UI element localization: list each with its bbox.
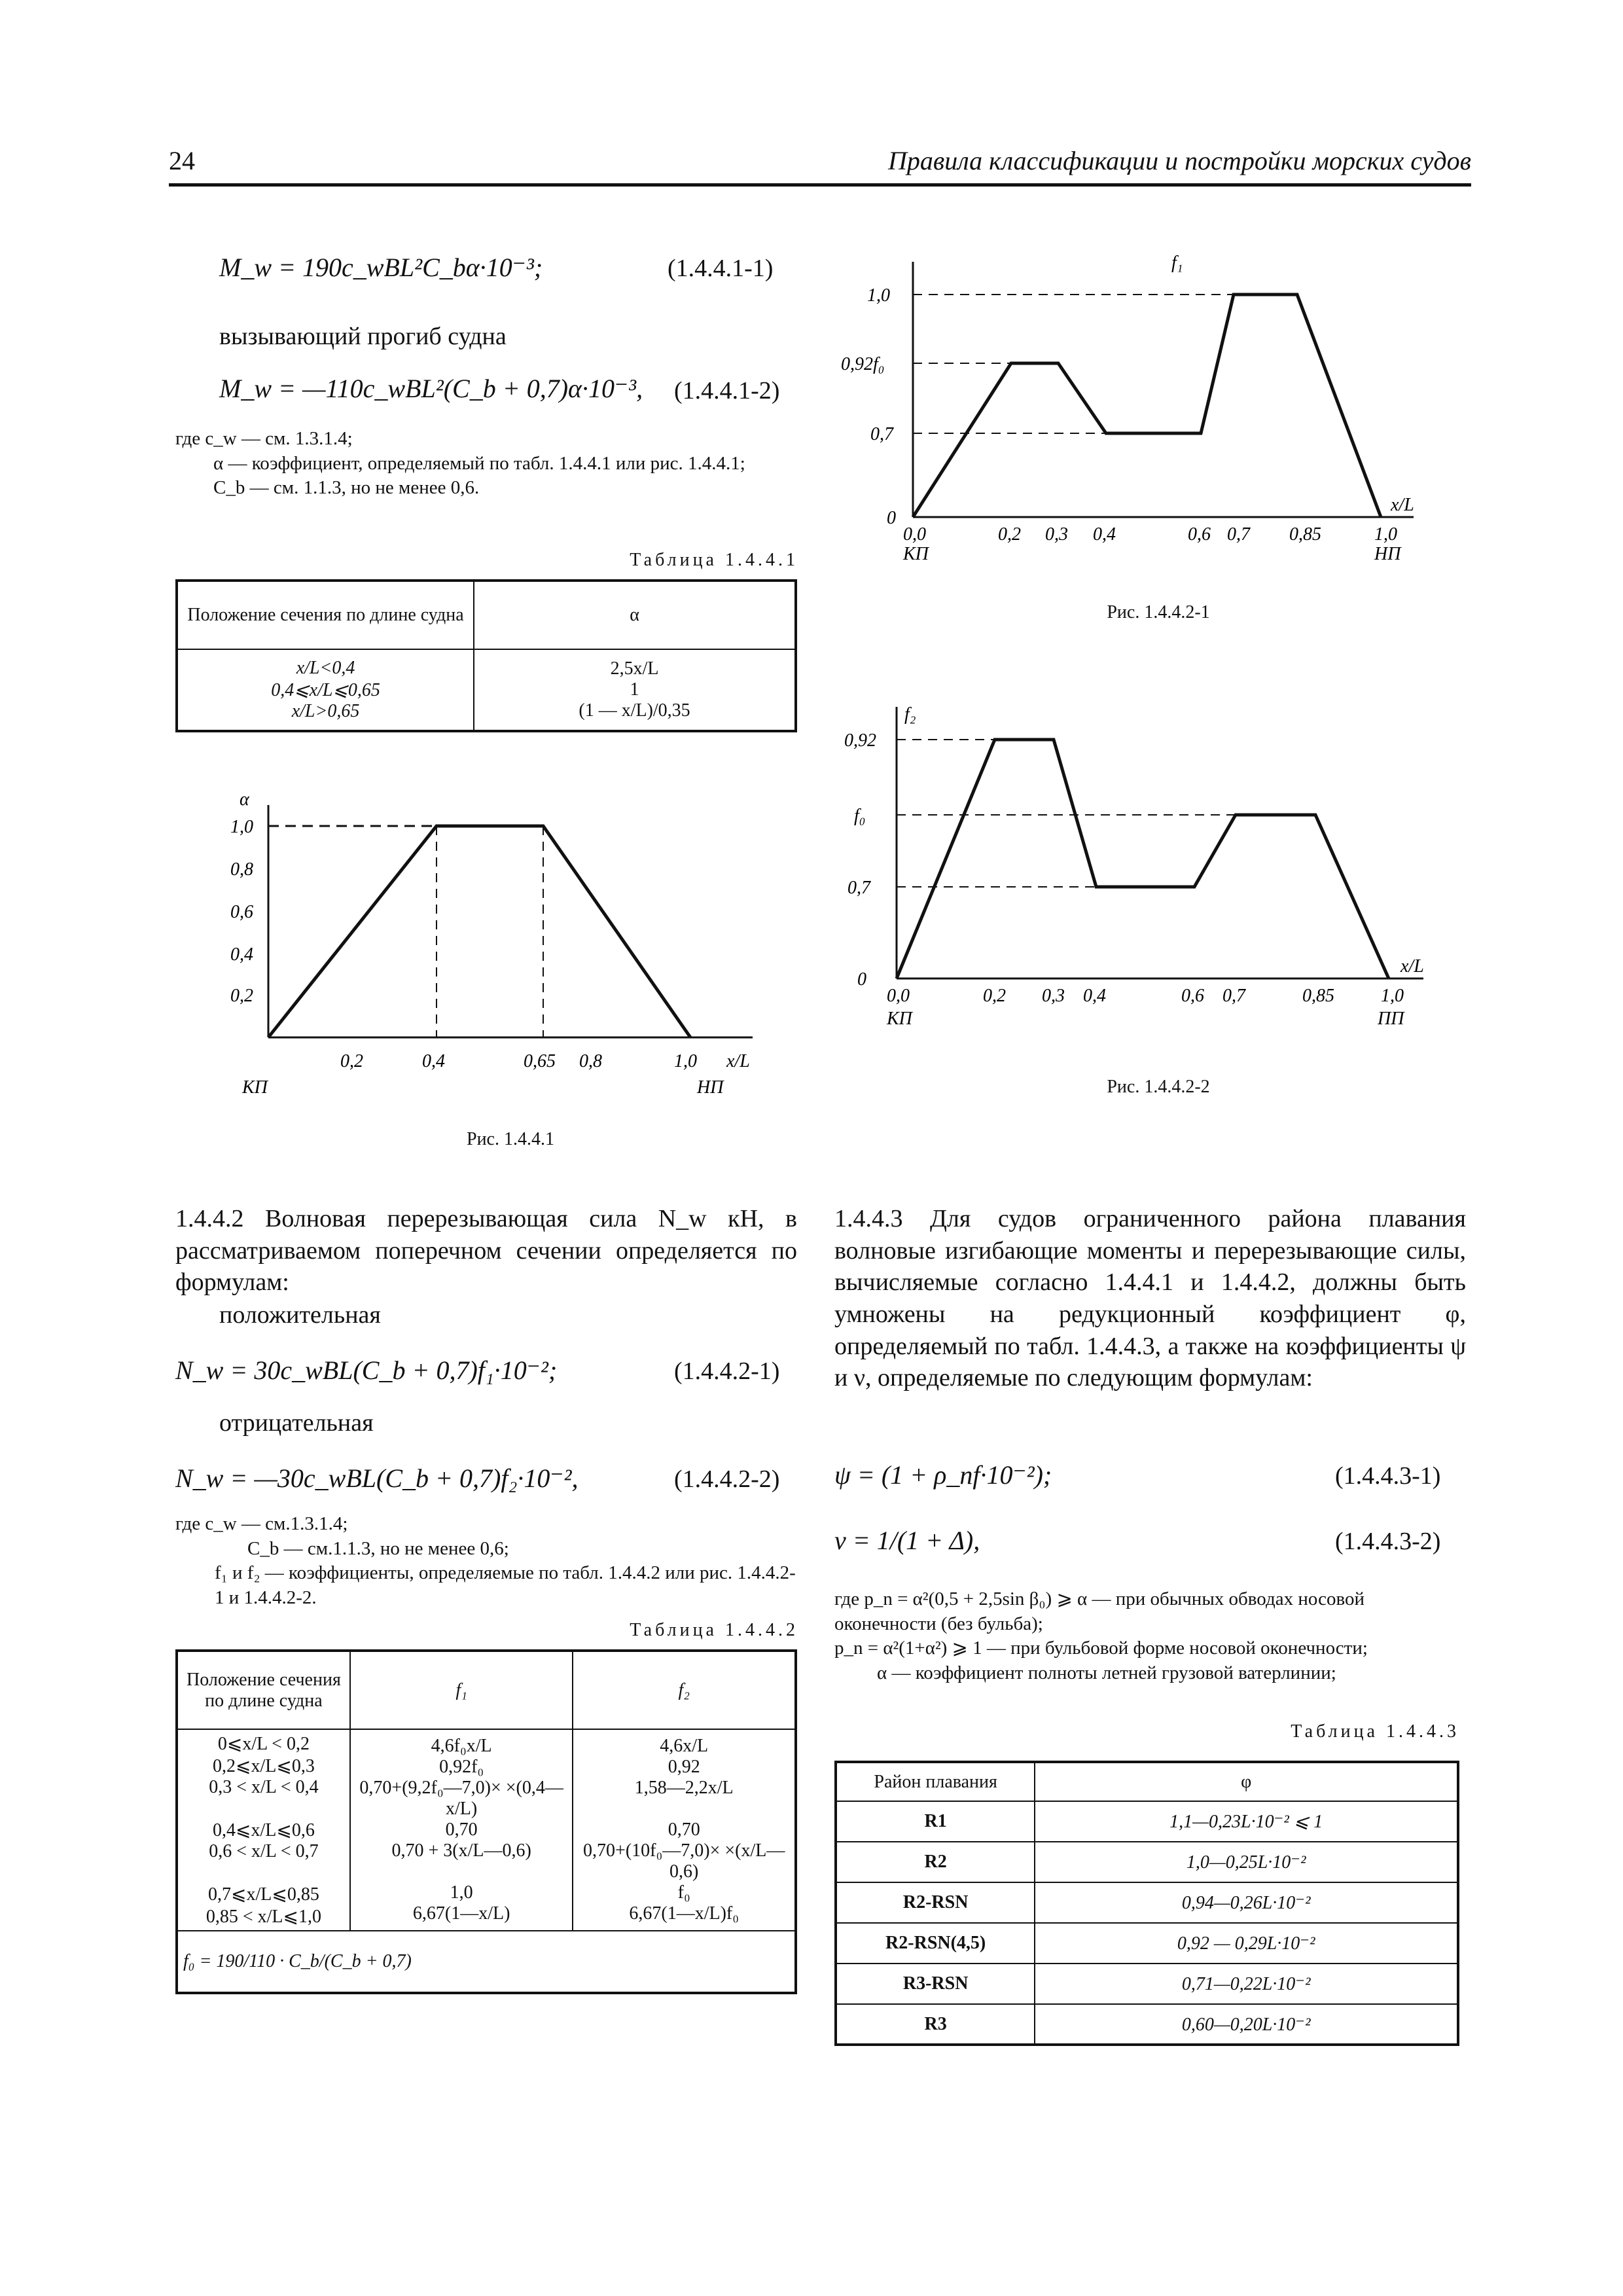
x-tick: 1,0 (1374, 524, 1397, 545)
fig-1-4-4-1 (216, 779, 805, 1119)
table-1-cell: 2,5x/L 1 (1 — x/L)/0,35 (474, 649, 796, 731)
fig-22-caption: Рис. 1.4.4.2-2 (1107, 1077, 1210, 1097)
formula-4-number: (1.4.4.2-2) (674, 1465, 780, 1493)
end-label: НП (697, 1077, 724, 1098)
page-number: 24 (169, 146, 195, 175)
x-tick: 1,0 (1381, 986, 1404, 1006)
table-1-cell: x/L<0,4 0,4⩽x/L⩽0,65 x/L>0,65 (177, 649, 474, 731)
x-tick: 0,85 (1302, 986, 1334, 1006)
f2-curve (897, 740, 1389, 978)
f1-curve (913, 295, 1381, 517)
formula-2-number: (1.4.4.1-2) (674, 377, 780, 404)
formula-2: M_w = —110c_wBL²(C_b + 0,7)α·10⁻³, (219, 374, 643, 403)
x-tick: 0,3 (1042, 986, 1065, 1006)
x-tick: 0,3 (1045, 524, 1068, 545)
x-tick: 0,4 (422, 1051, 445, 1071)
end-label: КП (242, 1077, 268, 1098)
x-label: x/L (1400, 956, 1424, 977)
table-2 (175, 1649, 797, 1994)
table-2-head: f₂ (573, 1651, 796, 1729)
y-tick: f₀ (854, 806, 866, 826)
where-1 (175, 427, 797, 501)
end-label: ПП (1378, 1009, 1404, 1029)
y-tick: 0,2 (230, 986, 253, 1006)
table-1-head: Положение сечения по длине судна (177, 581, 474, 649)
x-tick: 0,2 (983, 986, 1006, 1006)
where-2-line: где c_w — см.1.3.1.4; (175, 1513, 348, 1534)
x-label: x/L (1391, 495, 1414, 515)
formula-1: M_w = 190c_wBL²C_bα·10⁻³; (219, 253, 543, 282)
x-tick: 0,4 (1093, 524, 1116, 545)
page-header (169, 145, 1471, 187)
table-3-caption: Таблица 1.4.4.3 (1291, 1721, 1459, 1742)
y-tick: 0,6 (230, 902, 253, 922)
table-2-head: Положение сечения по длине судна (177, 1651, 350, 1729)
y-tick: 1,0 (867, 285, 890, 306)
y-tick: 0,7 (870, 424, 893, 444)
x-tick: 0,85 (1289, 524, 1321, 545)
where-1-line: где c_w — см. 1.3.1.4; (175, 428, 353, 449)
table-3-cell: 0,71—0,22L·10⁻² (1035, 1964, 1458, 2004)
table-2-caption: Таблица 1.4.4.2 (630, 1620, 798, 1640)
formula-3-number: (1.4.4.2-1) (674, 1357, 780, 1385)
alpha-curve (268, 826, 690, 1037)
y-tick: 0,7 (847, 878, 870, 898)
x-tick: 0,0 (887, 986, 910, 1006)
table-3-cell: 1,0—0,25L·10⁻² (1035, 1842, 1458, 1882)
table-3-cell: R1 (836, 1801, 1035, 1842)
y-tick: 0 (887, 508, 896, 528)
table-1-caption: Таблица 1.4.4.1 (630, 550, 798, 570)
x-tick: 0,4 (1083, 986, 1106, 1006)
where-2-line: C_b — см.1.1.3, но не менее 0,6; (247, 1537, 509, 1559)
fig-21-caption: Рис. 1.4.4.2-1 (1107, 602, 1210, 622)
y-label: f₁ (1171, 253, 1183, 273)
where-1-line: C_b — см. 1.1.3, но не менее 0,6. (213, 477, 480, 499)
y-tick: 0 (857, 969, 866, 990)
table-2-cell: 4,6x/L 0,92 1,58—2,2x/L 0,70 0,70+(10f₀—7,0)× ×(x/L—0,6) f₀ 6,67(1—x/L)f₀ (573, 1729, 796, 1931)
x-tick: 0,6 (1181, 986, 1204, 1006)
table-3-head: φ (1035, 1762, 1458, 1801)
table-3-cell: 0,92 — 0,29L·10⁻² (1035, 1923, 1458, 1964)
table-1 (175, 579, 797, 732)
table-3-cell: R3-RSN (836, 1964, 1035, 2004)
fig-1-4-4-2-2 (831, 694, 1486, 1047)
sec-1-4-4-2-intro: 1.4.4.2 Волновая перерезывающая сила N_w кН, в рассматриваемом поперечном сечении определяется по формулам: (175, 1205, 797, 1297)
x-tick: 0,2 (998, 524, 1021, 545)
formula-1-number: (1.4.4.1-1) (668, 255, 774, 282)
table-2-footer: f₀ = 190/110 · C_b/(C_b + 0,7) (177, 1931, 796, 1993)
table-3-cell: 0,94—0,26L·10⁻² (1035, 1882, 1458, 1923)
fig-1-caption: Рис. 1.4.4.1 (467, 1129, 554, 1149)
y-label: α (240, 789, 249, 810)
y-tick: 0,8 (230, 859, 253, 880)
sec-1-4-4-3: 1.4.4.3 Для судов ограниченного района плавания волновые изгибающие моменты и перерезывающие силы, вычисляемые согласно 1.4.4.1 и 1.4.4.2, должны быть умножены на редукционный коэффициент φ, определяемый по табл. 1.4.4.3, а также на коэффициенты ψ и ν, определяемые по следующим формулам: (834, 1205, 1466, 1392)
y-tick: 0,92 (844, 730, 876, 751)
x-tick: 0,65 (524, 1051, 556, 1071)
pos-label: положительная (219, 1301, 381, 1329)
table-3-cell: R2 (836, 1842, 1035, 1882)
x-tick: 1,0 (674, 1051, 697, 1071)
x-tick: 0,7 (1222, 986, 1245, 1006)
x-tick: 0,0 (903, 524, 926, 545)
where-3 (834, 1587, 1466, 1686)
table-3-cell: R2-RSN(4,5) (836, 1923, 1035, 1964)
formula-3: N_w = 30c_wBL(C_b + 0,7)f₁·10⁻²; (175, 1355, 558, 1385)
where-3-line: α — коэффициент полноты летней грузовой ватерлинии; (877, 1662, 1336, 1684)
where-2-line: f₁ и f₂ — коэффициенты, определяемые по табл. 1.4.4.2 или рис. 1.4.4.2-1 и 1.4.4.2-2. (215, 1562, 796, 1609)
formula-4: N_w = —30c_wBL(C_b + 0,7)f₂·10⁻², (175, 1463, 579, 1493)
where-1-line: α — коэффициент, определяемый по табл. 1.4.4.1 или рис. 1.4.4.1; (213, 452, 745, 474)
x-tick: 0,2 (340, 1051, 363, 1071)
x-tick: 0,8 (579, 1051, 602, 1071)
table-2-cell: 0⩽x/L < 0,2 0,2⩽x/L⩽0,3 0,3 < x/L < 0,4 0,4⩽x/L⩽0,6 0,6 < x/L < 0,7 0,7⩽x/L⩽0,85 0,85 < x/L⩽1,0 (177, 1729, 350, 1931)
end-label: КП (887, 1009, 912, 1029)
table-3-cell: 0,60—0,20L·10⁻² (1035, 2004, 1458, 2045)
neg-label: отрицательная (219, 1409, 374, 1437)
where-3-line: p_n = α²(1+α²) ⩾ 1 — при бульбовой форме носовой оконечности; (834, 1638, 1368, 1659)
x-tick: 0,7 (1227, 524, 1250, 545)
end-label: НП (1374, 544, 1401, 564)
table-3-head: Район плавания (836, 1762, 1035, 1801)
where-2 (175, 1512, 797, 1611)
y-tick: 0,4 (230, 944, 253, 965)
formula-5: ψ = (1 + ρ_nf·10⁻²); (834, 1460, 1052, 1490)
running-title: Правила классификации и постройки морских судов (887, 146, 1471, 175)
formula-6: ν = 1/(1 + Δ), (834, 1526, 980, 1555)
x-label: x/L (726, 1051, 750, 1071)
table-3-cell: 1,1—0,23L·10⁻² ⩽ 1 (1035, 1801, 1458, 1842)
y-tick: 0,92f₀ (841, 354, 885, 374)
table-1-head: α (474, 581, 796, 649)
end-label: КП (903, 544, 929, 564)
table-2-head: f₁ (350, 1651, 573, 1729)
table-3-cell: R3 (836, 2004, 1035, 2045)
formula-5-number: (1.4.4.3-1) (1335, 1462, 1441, 1490)
table-2-cell: 4,6f₀x/L 0,92f₀ 0,70+(9,2f₀—7,0)× ×(0,4—x/L) 0,70 0,70 + 3(x/L—0,6) 1,0 6,67(1—x/L) (350, 1729, 573, 1931)
sag-text: вызывающий прогиб судна (219, 323, 507, 350)
fig-1-4-4-2-1 (831, 249, 1486, 576)
formula-6-number: (1.4.4.3-2) (1335, 1528, 1441, 1555)
y-label: f₂ (904, 704, 916, 725)
y-tick: 1,0 (230, 817, 253, 837)
table-3 (834, 1761, 1459, 2046)
x-tick: 0,6 (1188, 524, 1211, 545)
where-3-line: где p_n = α²(0,5 + 2,5sin β₀) ⩾ α — при обычных обводах носовой оконечности (без бульба); (834, 1588, 1364, 1634)
table-3-cell: R2-RSN (836, 1882, 1035, 1923)
